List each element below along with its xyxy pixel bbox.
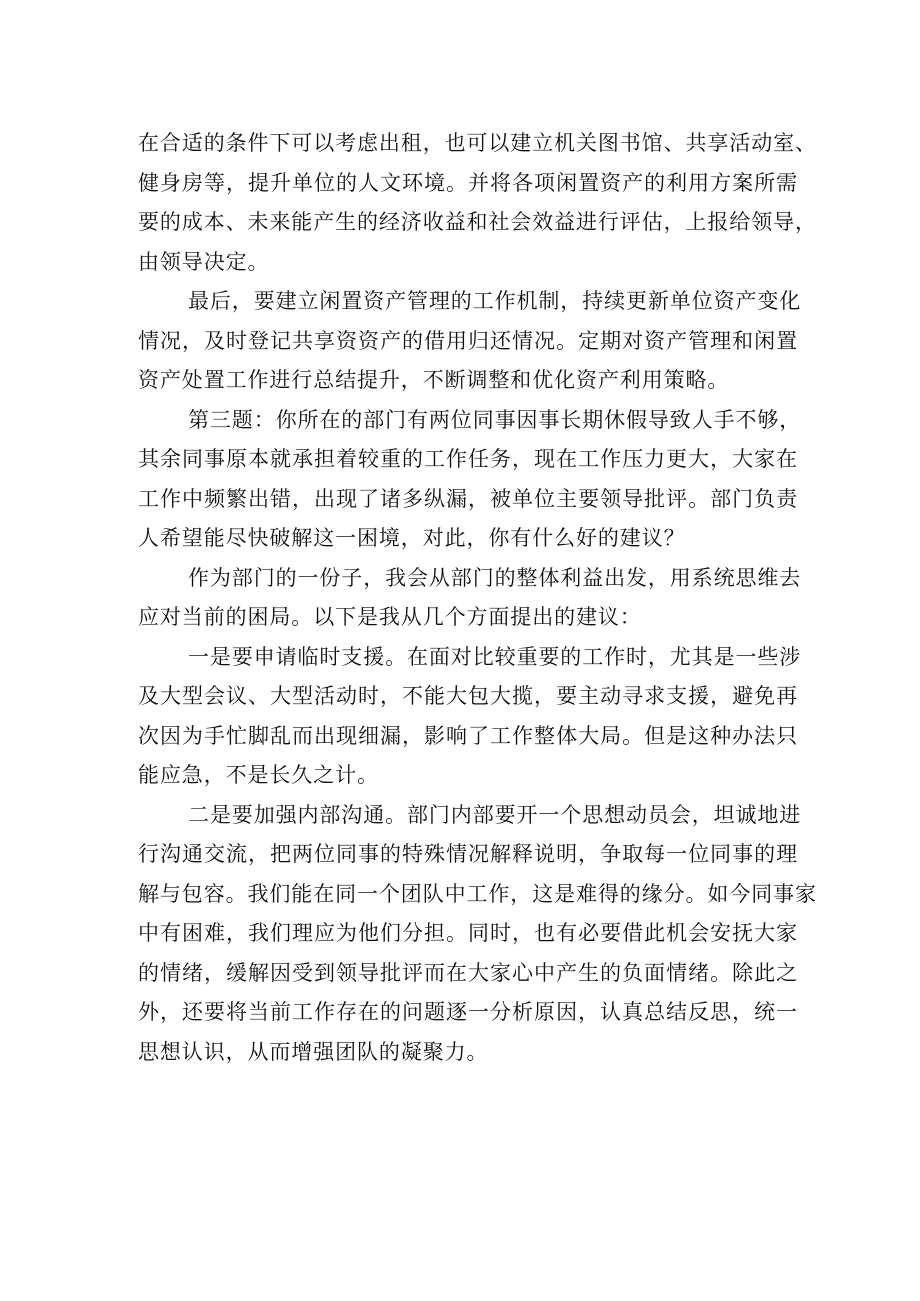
text-line: 作为部门的一份子，我会从部门的整体利益出发，用系统思维去 — [188, 565, 802, 590]
text-line: 应对当前的困局。以下是我从几个方面提出的建议： — [138, 605, 642, 629]
text-line: 一是要申请临时支援。在面对比较重要的工作时，尤其是一些涉 — [188, 644, 802, 669]
text-line: 次因为手忙脚乱而出现细漏，影响了工作整体大局。但是这种办法只 — [138, 723, 798, 748]
text-line: 第三题：你所在的部门有两位同事因事长期休假导致人手不够， — [188, 407, 802, 432]
text-line: 要的成本、未来能产生的经济收益和社会效益进行评估，上报给领导， — [138, 210, 817, 234]
text-line: 及大型会议、大型活动时，不能大包大揽，要主动寻求支援，避免再 — [138, 684, 798, 708]
text-line: 健身房等，提升单位的人文环境。并将各项闲置资产的利用方案所需 — [138, 170, 798, 195]
text-line: 工作中频繁出错，出现了诸多纵漏，被单位主要领导批评。部门负责 — [138, 486, 798, 511]
text-line: 在合适的条件下可以考虑出租，也可以建立机关图书馆、共享活动室、 — [138, 131, 817, 155]
text-line: 行沟通交流，把两位同事的特殊情况解释说明，争取每一位同事的理 — [138, 842, 798, 866]
text-line: 其余同事原本就承担着较重的工作任务，现在工作压力更大，大家在 — [138, 447, 798, 471]
text-line: 由领导决定。 — [138, 249, 270, 274]
text-line: 外，还要将当前工作存在的问题逐一分析原因，认真总结反思，统一 — [138, 1000, 798, 1024]
text-line: 二是要加强内部沟通。部门内部要开一个思想动员会，坦诚地进 — [188, 802, 802, 827]
text-line: 的情绪，缓解因受到领导批评而在大家心中产生的负面情绪。除此之 — [138, 960, 798, 985]
text-line: 资产处置工作进行总结提升，不断调整和优化资产利用策略。 — [138, 368, 730, 392]
text-line: 人希望能尽快破解这一困境，对此，你有什么好的建议？ — [138, 526, 686, 550]
text-line: 解与包容。我们能在同一个团队中工作，这是难得的缘分。如今同事家 — [138, 881, 817, 906]
text-line: 最后，要建立闲置资产管理的工作机制，持续更新单位资产变化 — [188, 289, 802, 313]
text-line: 情况，及时登记共享资资产的借用归还情况。定期对资产管理和闲置 — [138, 328, 798, 353]
text-line: 能应急，不是长久之计。 — [138, 763, 379, 787]
text-line: 中有困难，我们理应为他们分担。同时，也有必要借此机会安抚大家 — [138, 921, 798, 945]
text-line: 思想认识，从而增强团队的凝聚力。 — [138, 1039, 489, 1064]
document-body — [138, 124, 817, 1072]
